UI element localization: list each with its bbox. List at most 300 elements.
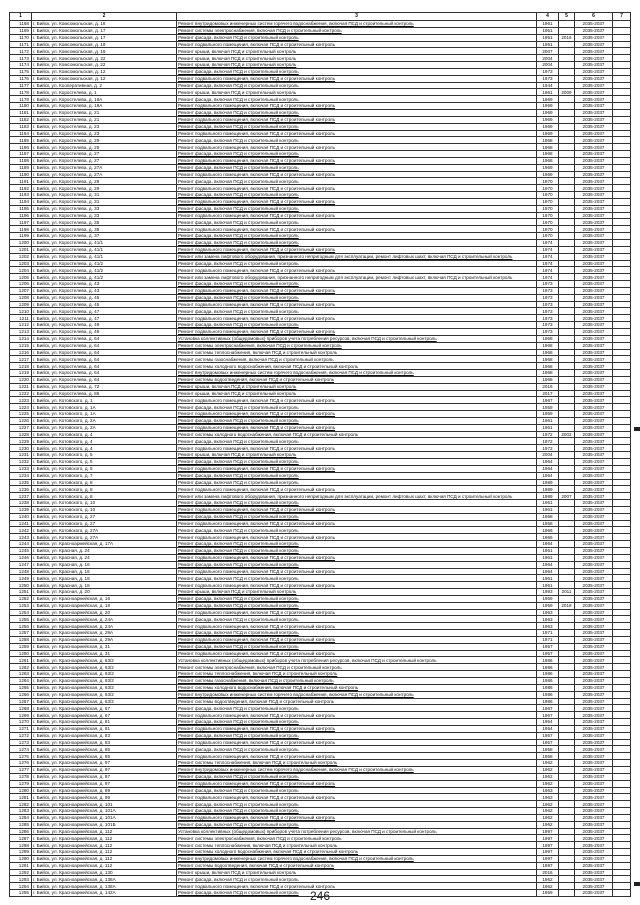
column-number: 6	[575, 13, 613, 21]
last-repair-year-cell	[559, 869, 575, 876]
planned-period-cell: 2035-2037	[575, 650, 613, 657]
row-number: 1195	[10, 205, 32, 212]
address-cell: г. Бийск, ул. Коростелева, д. 45	[32, 294, 177, 301]
last-repair-year-cell	[559, 356, 575, 363]
blank-cell	[613, 144, 631, 151]
planned-period-cell: 2035-2037	[575, 855, 613, 862]
blank-cell	[613, 226, 631, 233]
address-cell: г. Бийск, ул. Котовского, д. 5	[32, 452, 177, 459]
planned-period-cell: 2035-2037	[575, 96, 613, 103]
last-repair-year-cell	[559, 411, 575, 418]
last-repair-year-cell	[559, 363, 575, 370]
year-built-cell: 1957	[537, 732, 559, 739]
year-built-cell: 1959	[537, 890, 559, 897]
row-number: 1293	[10, 876, 32, 883]
planned-period-cell: 2035-2037	[575, 281, 613, 288]
last-repair-year-cell	[559, 267, 575, 274]
address-cell: г. Бийск, ул. Коростелева, д. 45	[32, 301, 177, 308]
row-number: 1188	[10, 157, 32, 164]
address-cell: г. Бийск, ул. Коростелева, д. 27	[32, 151, 177, 158]
row-number: 1178	[10, 89, 32, 96]
work-type-cell: Ремонт внутридомовых инженерных систем горячего водоснабжения, включая ПСД и строительный контроль	[177, 370, 537, 377]
blank-cell	[613, 178, 631, 185]
row-number: 1292	[10, 869, 32, 876]
row-number: 1285	[10, 821, 32, 828]
planned-period-cell: 2035-2037	[575, 370, 613, 377]
row-number: 1192	[10, 185, 32, 192]
work-type-cell: Ремонт фасада, включая ПСД и строительный контроль	[177, 630, 537, 637]
year-built-cell: 1957	[537, 643, 559, 650]
year-built-cell: 1997	[537, 855, 559, 862]
work-type-cell: Ремонт фасада, включая ПСД и строительный контроль	[177, 438, 537, 445]
work-type-cell: Ремонт фасада, включая ПСД и строительный контроль	[177, 417, 537, 424]
work-type-cell: Ремонт подвального помещения, включая ПСД и строительный контроль	[177, 103, 537, 110]
table-row	[10, 684, 631, 691]
address-cell: г. Бийск, ул. Красная, д. 18	[32, 582, 177, 589]
planned-period-cell: 2035-2037	[575, 719, 613, 726]
blank-cell	[613, 855, 631, 862]
row-number: 1187	[10, 151, 32, 158]
works-table-sheet	[9, 12, 630, 897]
blank-cell	[613, 281, 631, 288]
work-type-cell: Ремонт фасада, включая ПСД и строительный контроль	[177, 876, 537, 883]
blank-cell	[613, 876, 631, 883]
blank-cell	[613, 219, 631, 226]
work-type-cell: Ремонт фасада, включая ПСД и строительный контроль	[177, 595, 537, 602]
planned-period-cell: 2035-2037	[575, 500, 613, 507]
last-repair-year-cell	[559, 472, 575, 479]
work-type-cell: Ремонт фасада, включая ПСД и строительный контроль	[177, 890, 537, 897]
work-type-cell: Ремонт подвального помещения, включая ПСД и строительный контроль	[177, 650, 537, 657]
row-number: 1225	[10, 411, 32, 418]
address-cell: г. Бийск, ул. Котовского, д. 8	[32, 479, 177, 486]
blank-cell	[613, 192, 631, 199]
last-repair-year-cell	[559, 82, 575, 89]
planned-period-cell: 2035-2037	[575, 582, 613, 589]
work-type-cell: Ремонт фасада, включая ПСД и строительный контроль	[177, 192, 537, 199]
blank-cell	[613, 287, 631, 294]
work-type-cell: Ремонт подвального помещения, включая ПСД и строительный контроль	[177, 520, 537, 527]
blank-cell	[613, 643, 631, 650]
planned-period-cell: 2035-2037	[575, 315, 613, 322]
last-repair-year-cell	[559, 712, 575, 719]
planned-period-cell: 2035-2037	[575, 376, 613, 383]
planned-period-cell: 2035-2037	[575, 274, 613, 281]
year-built-cell: 1966	[537, 527, 559, 534]
blank-cell	[613, 205, 631, 212]
row-number: 1212	[10, 322, 32, 329]
work-type-cell: Ремонт фасада, включая ПСД и строительный контроль	[177, 219, 537, 226]
planned-period-cell: 2035-2037	[575, 267, 613, 274]
last-repair-year-cell	[559, 541, 575, 548]
address-cell: г. Бийск, ул. Красноармейская, д. 17А	[32, 541, 177, 548]
work-type-cell: Установка коллективных (общедомовых) приборов учета потребления ресурсов, включая ПСД и строительный контроль	[177, 335, 537, 342]
work-type-cell: Установка коллективных (общедомовых) приборов учета потребления ресурсов, включая ПСД и строительный контроль	[177, 657, 537, 664]
edge-mark	[634, 882, 640, 886]
address-cell: г. Бийск, ул. Коростелева, д. 41/2	[32, 274, 177, 281]
address-cell: г. Бийск, ул. Котовского, д. 27А	[32, 534, 177, 541]
year-built-cell: 1961	[537, 417, 559, 424]
blank-cell	[613, 185, 631, 192]
work-type-cell: Ремонт системы электроснабжения, включая ПСД и строительный контроль	[177, 664, 537, 671]
work-type-cell: Ремонт фасада, включая ПСД и строительный контроль	[177, 240, 537, 247]
last-repair-year-cell	[559, 205, 575, 212]
last-repair-year-cell: 2016	[559, 34, 575, 41]
blank-cell	[613, 732, 631, 739]
address-cell: г. Бийск, ул. Коростелева, д. 41/1	[32, 253, 177, 260]
table-row	[10, 89, 631, 96]
year-built-cell: 1963	[537, 794, 559, 801]
last-repair-year-cell	[559, 643, 575, 650]
row-number: 1224	[10, 404, 32, 411]
address-cell: г. Бийск, ул. Красноармейская, д. 101А	[32, 808, 177, 815]
table-row	[10, 671, 631, 678]
table-row	[10, 582, 631, 589]
table-row	[10, 370, 631, 377]
planned-period-cell: 2035-2037	[575, 62, 613, 69]
table-row	[10, 876, 631, 883]
row-number: 1234	[10, 472, 32, 479]
last-repair-year-cell	[559, 260, 575, 267]
year-built-cell: 1954	[537, 719, 559, 726]
table-row	[10, 41, 631, 48]
planned-period-cell: 2035-2037	[575, 766, 613, 773]
year-built-cell: 1986	[537, 671, 559, 678]
work-type-cell: Ремонт подвального помещения, включая ПСД и строительный контроль	[177, 725, 537, 732]
table-row	[10, 322, 631, 329]
year-built-cell: 1969	[537, 164, 559, 171]
table-row	[10, 301, 631, 308]
row-number: 1242	[10, 527, 32, 534]
table-row	[10, 746, 631, 753]
address-cell: г. Бийск, ул. Котовского, д. 5	[32, 465, 177, 472]
row-number: 1176	[10, 75, 32, 82]
address-cell: г. Бийск, ул. Красноармейская, д. 130	[32, 869, 177, 876]
blank-cell	[613, 705, 631, 712]
work-type-cell: Ремонт подвального помещения, включая ПСД и строительный контроль	[177, 130, 537, 137]
address-cell: г. Бийск, ул. Коростелева, д. 49	[32, 322, 177, 329]
row-number: 1229	[10, 438, 32, 445]
table-row	[10, 109, 631, 116]
address-cell: г. Бийск, ул. Красноармейская, д. 31	[32, 650, 177, 657]
planned-period-cell: 2035-2037	[575, 568, 613, 575]
blank-cell	[613, 315, 631, 322]
planned-period-cell: 2035-2037	[575, 411, 613, 418]
blank-cell	[613, 322, 631, 329]
last-repair-year-cell	[559, 55, 575, 62]
blank-cell	[613, 431, 631, 438]
planned-period-cell: 2035-2037	[575, 561, 613, 568]
last-repair-year-cell	[559, 417, 575, 424]
year-built-cell: 1973	[537, 315, 559, 322]
row-number: 1203	[10, 260, 32, 267]
address-cell: г. Бийск, ул. Коростелева, д. 33	[32, 212, 177, 219]
table-row	[10, 452, 631, 459]
table-row	[10, 328, 631, 335]
planned-period-cell: 2035-2037	[575, 116, 613, 123]
address-cell: г. Бийск, ул. Красноармейская, д. 142А	[32, 890, 177, 897]
work-type-cell: Ремонт фасада, включая ПСД и строительный контроль	[177, 34, 537, 41]
table-row	[10, 212, 631, 219]
last-repair-year-cell	[559, 486, 575, 493]
row-number: 1168	[10, 21, 32, 28]
address-cell: г. Бийск, ул. Коростелева, д. 72	[32, 383, 177, 390]
last-repair-year-cell	[559, 650, 575, 657]
table-row	[10, 541, 631, 548]
blank-cell	[613, 21, 631, 28]
blank-cell	[613, 48, 631, 55]
planned-period-cell: 2035-2037	[575, 109, 613, 116]
address-cell: г. Бийск, ул. Коростелева, д. 27А	[32, 171, 177, 178]
blank-cell	[613, 294, 631, 301]
last-repair-year-cell	[559, 773, 575, 780]
row-number: 1215	[10, 342, 32, 349]
last-repair-year-cell	[559, 801, 575, 808]
planned-period-cell: 2035-2037	[575, 308, 613, 315]
planned-period-cell: 2035-2037	[575, 240, 613, 247]
year-built-cell: 2004	[537, 55, 559, 62]
table-row	[10, 787, 631, 794]
last-repair-year-cell	[559, 623, 575, 630]
blank-cell	[613, 253, 631, 260]
planned-period-cell: 2035-2037	[575, 27, 613, 34]
address-cell: г. Бийск, ул. Коростелева, д. 64	[32, 335, 177, 342]
last-repair-year-cell	[559, 164, 575, 171]
page-number: 246	[309, 889, 331, 903]
row-number: 1257	[10, 630, 32, 637]
work-type-cell: Ремонт подвального помещения, включая ПСД и строительный контроль	[177, 144, 537, 151]
planned-period-cell: 2035-2037	[575, 41, 613, 48]
work-type-cell: Ремонт фасада, включая ПСД и строительный контроль	[177, 561, 537, 568]
row-number: 1179	[10, 96, 32, 103]
row-number: 1241	[10, 520, 32, 527]
planned-period-cell: 2035-2037	[575, 397, 613, 404]
table-row	[10, 527, 631, 534]
planned-period-cell: 2035-2037	[575, 452, 613, 459]
blank-cell	[613, 465, 631, 472]
work-type-cell: Ремонт системы электроснабжения, включая ПСД и строительный контроль	[177, 342, 537, 349]
planned-period-cell: 2035-2037	[575, 171, 613, 178]
table-row	[10, 376, 631, 383]
address-cell: г. Бийск, ул. Котовского, д. 1А	[32, 411, 177, 418]
blank-cell	[613, 171, 631, 178]
planned-period-cell: 2035-2037	[575, 493, 613, 500]
last-repair-year-cell	[559, 554, 575, 561]
planned-period-cell: 2035-2037	[575, 828, 613, 835]
last-repair-year-cell	[559, 103, 575, 110]
last-repair-year-cell	[559, 137, 575, 144]
work-type-cell: Ремонт подвального помещения, включая ПСД и строительный контроль	[177, 814, 537, 821]
address-cell: г. Бийск, ул. Красноармейская, д. 29А	[32, 636, 177, 643]
capital-repair-works-table	[9, 12, 631, 897]
row-number: 1275	[10, 753, 32, 760]
row-number: 1207	[10, 287, 32, 294]
table-body	[10, 21, 631, 897]
year-built-cell: 1958	[537, 513, 559, 520]
table-row	[10, 240, 631, 247]
last-repair-year-cell	[559, 547, 575, 554]
planned-period-cell: 2035-2037	[575, 547, 613, 554]
last-repair-year-cell	[559, 246, 575, 253]
column-number-row	[10, 13, 631, 21]
table-row	[10, 349, 631, 356]
planned-period-cell: 2035-2037	[575, 212, 613, 219]
work-type-cell: Ремонт фасада, включая ПСД и строительный контроль	[177, 479, 537, 486]
year-built-cell: 1964	[537, 541, 559, 548]
planned-period-cell: 2035-2037	[575, 137, 613, 144]
planned-period-cell: 2035-2037	[575, 712, 613, 719]
blank-cell	[613, 335, 631, 342]
address-cell: г. Бийск, ул. Красноармейская, д. 63/2	[32, 678, 177, 685]
year-built-cell: 1967	[537, 705, 559, 712]
work-type-cell: Ремонт фасада, включая ПСД и строительный контроль	[177, 322, 537, 329]
row-number: 1183	[10, 123, 32, 130]
table-row	[10, 27, 631, 34]
column-number: 1	[10, 13, 32, 21]
planned-period-cell: 2035-2037	[575, 151, 613, 158]
address-cell: г. Бийск, ул. Красноармейская, д. 81	[32, 719, 177, 726]
address-cell: г. Бийск, ул. Красная, д. 20	[32, 589, 177, 596]
table-row	[10, 472, 631, 479]
table-row	[10, 48, 631, 55]
table-row	[10, 623, 631, 630]
last-repair-year-cell	[559, 794, 575, 801]
work-type-cell: Ремонт фасада, включая ПСД и строительный контроль	[177, 773, 537, 780]
planned-period-cell: 2035-2037	[575, 164, 613, 171]
row-number: 1251	[10, 589, 32, 596]
row-number: 1238	[10, 500, 32, 507]
year-built-cell: 1968	[537, 157, 559, 164]
planned-period-cell: 2035-2037	[575, 602, 613, 609]
year-built-cell: 1968	[537, 376, 559, 383]
blank-cell	[613, 34, 631, 41]
last-repair-year-cell	[559, 185, 575, 192]
work-type-cell: Ремонт фасада, включая ПСД и строительный контроль	[177, 602, 537, 609]
planned-period-cell: 2035-2037	[575, 773, 613, 780]
planned-period-cell: 2035-2037	[575, 801, 613, 808]
last-repair-year-cell	[559, 684, 575, 691]
address-cell: г. Бийск, ул. Коростелева, д. 25	[32, 144, 177, 151]
address-cell: г. Бийск, ул. Комсомольская, д. 22	[32, 62, 177, 69]
work-type-cell: Ремонт подвального помещения, включая ПСД и строительный контроль	[177, 301, 537, 308]
work-type-cell: Ремонт крыши, включая ПСД и строительный контроль	[177, 383, 537, 390]
address-cell: г. Бийск, ул. Красноармейская, д. 63/2	[32, 698, 177, 705]
address-cell: г. Бийск, ул. Котовского, д. 1	[32, 397, 177, 404]
work-type-cell: Ремонт фасада, включая ПСД и строительный контроль	[177, 459, 537, 466]
blank-cell	[613, 506, 631, 513]
row-number: 1201	[10, 246, 32, 253]
last-repair-year-cell	[559, 328, 575, 335]
address-cell: г. Бийск, ул. Коростелева, д. 29	[32, 178, 177, 185]
year-built-cell: 1968	[537, 342, 559, 349]
address-cell: г. Бийск, ул. Красная, д. 24	[32, 547, 177, 554]
work-type-cell: Ремонт системы электроснабжения, включая ПСД и строительный контроль	[177, 835, 537, 842]
address-cell: г. Бийск, ул. Красноармейская, д. 97	[32, 766, 177, 773]
year-built-cell: 1997	[537, 862, 559, 869]
year-built-cell: 1970	[537, 192, 559, 199]
row-number: 1243	[10, 534, 32, 541]
work-type-cell: Ремонт фасада, включая ПСД и строительный контроль	[177, 281, 537, 288]
work-type-cell: Ремонт подвального помещения, включая ПСД и строительный контроль	[177, 315, 537, 322]
year-built-cell: 1970	[537, 178, 559, 185]
work-type-cell: Ремонт подвального помещения, включая ПСД и строительный контроль	[177, 75, 537, 82]
blank-cell	[613, 650, 631, 657]
last-repair-year-cell	[559, 719, 575, 726]
address-cell: г. Бийск, ул. Комсомольская, д. 12	[32, 68, 177, 75]
column-number: 3	[177, 13, 537, 21]
work-type-cell: Ремонт подвального помещения, включая ПСД и строительный контроль	[177, 41, 537, 48]
work-type-cell: Ремонт подвального помещения, включая ПСД и строительный контроль	[177, 780, 537, 787]
row-number: 1231	[10, 452, 32, 459]
table-row	[10, 137, 631, 144]
address-cell: г. Бийск, ул. Красноармейская, д. 112	[32, 849, 177, 856]
year-built-cell: 1962	[537, 760, 559, 767]
year-built-cell: 1958	[537, 520, 559, 527]
table-row	[10, 678, 631, 685]
row-number: 1263	[10, 671, 32, 678]
last-repair-year-cell	[559, 370, 575, 377]
work-type-cell: Ремонт подвального помещения, включая ПСД и строительный контроль	[177, 171, 537, 178]
planned-period-cell: 2035-2037	[575, 527, 613, 534]
blank-cell	[613, 862, 631, 869]
last-repair-year-cell	[559, 808, 575, 815]
work-type-cell: Ремонт фасада, включая ПСД и строительный контроль	[177, 123, 537, 130]
table-row	[10, 773, 631, 780]
address-cell: г. Бийск, ул. Комсомольская, д. 17	[32, 34, 177, 41]
address-cell: г. Бийск, ул. Красноармейская, д. 63/2	[32, 664, 177, 671]
year-built-cell: 1962	[537, 883, 559, 890]
blank-cell	[613, 198, 631, 205]
work-type-cell: Ремонт фасада, включая ПСД и строительный контроль	[177, 821, 537, 828]
blank-cell	[613, 554, 631, 561]
work-type-cell: Ремонт фасада, включая ПСД и строительный контроль	[177, 746, 537, 753]
address-cell: г. Бийск, ул. Котовского, д. 4	[32, 438, 177, 445]
row-number: 1259	[10, 643, 32, 650]
planned-period-cell: 2035-2037	[575, 246, 613, 253]
blank-cell	[613, 527, 631, 534]
last-repair-year-cell	[559, 130, 575, 137]
work-type-cell: Ремонт крыши, включая ПСД и строительный контроль	[177, 390, 537, 397]
row-number: 1202	[10, 253, 32, 260]
last-repair-year-cell	[559, 274, 575, 281]
year-built-cell: 1954	[537, 725, 559, 732]
year-built-cell: 1969	[537, 103, 559, 110]
address-cell: г. Бийск, ул. Красноармейская, д. 99	[32, 794, 177, 801]
year-built-cell: 1970	[537, 185, 559, 192]
blank-cell	[613, 534, 631, 541]
address-cell: г. Бийск, ул. Коростелева, д. 27А	[32, 164, 177, 171]
work-type-cell: Ремонт системы холодного водоснабжения, включая ПСД и строительный контроль	[177, 431, 537, 438]
last-repair-year-cell	[559, 212, 575, 219]
planned-period-cell: 2035-2037	[575, 890, 613, 897]
blank-cell	[613, 103, 631, 110]
table-row	[10, 520, 631, 527]
last-repair-year-cell	[559, 691, 575, 698]
table-row	[10, 82, 631, 89]
blank-cell	[613, 589, 631, 596]
row-number: 1218	[10, 363, 32, 370]
row-number: 1230	[10, 445, 32, 452]
row-number: 1220	[10, 376, 32, 383]
blank-cell	[613, 404, 631, 411]
last-repair-year-cell	[559, 151, 575, 158]
last-repair-year-cell	[559, 171, 575, 178]
blank-cell	[613, 424, 631, 431]
row-number: 1232	[10, 459, 32, 466]
last-repair-year-cell	[559, 568, 575, 575]
table-row	[10, 253, 631, 260]
planned-period-cell: 2035-2037	[575, 342, 613, 349]
